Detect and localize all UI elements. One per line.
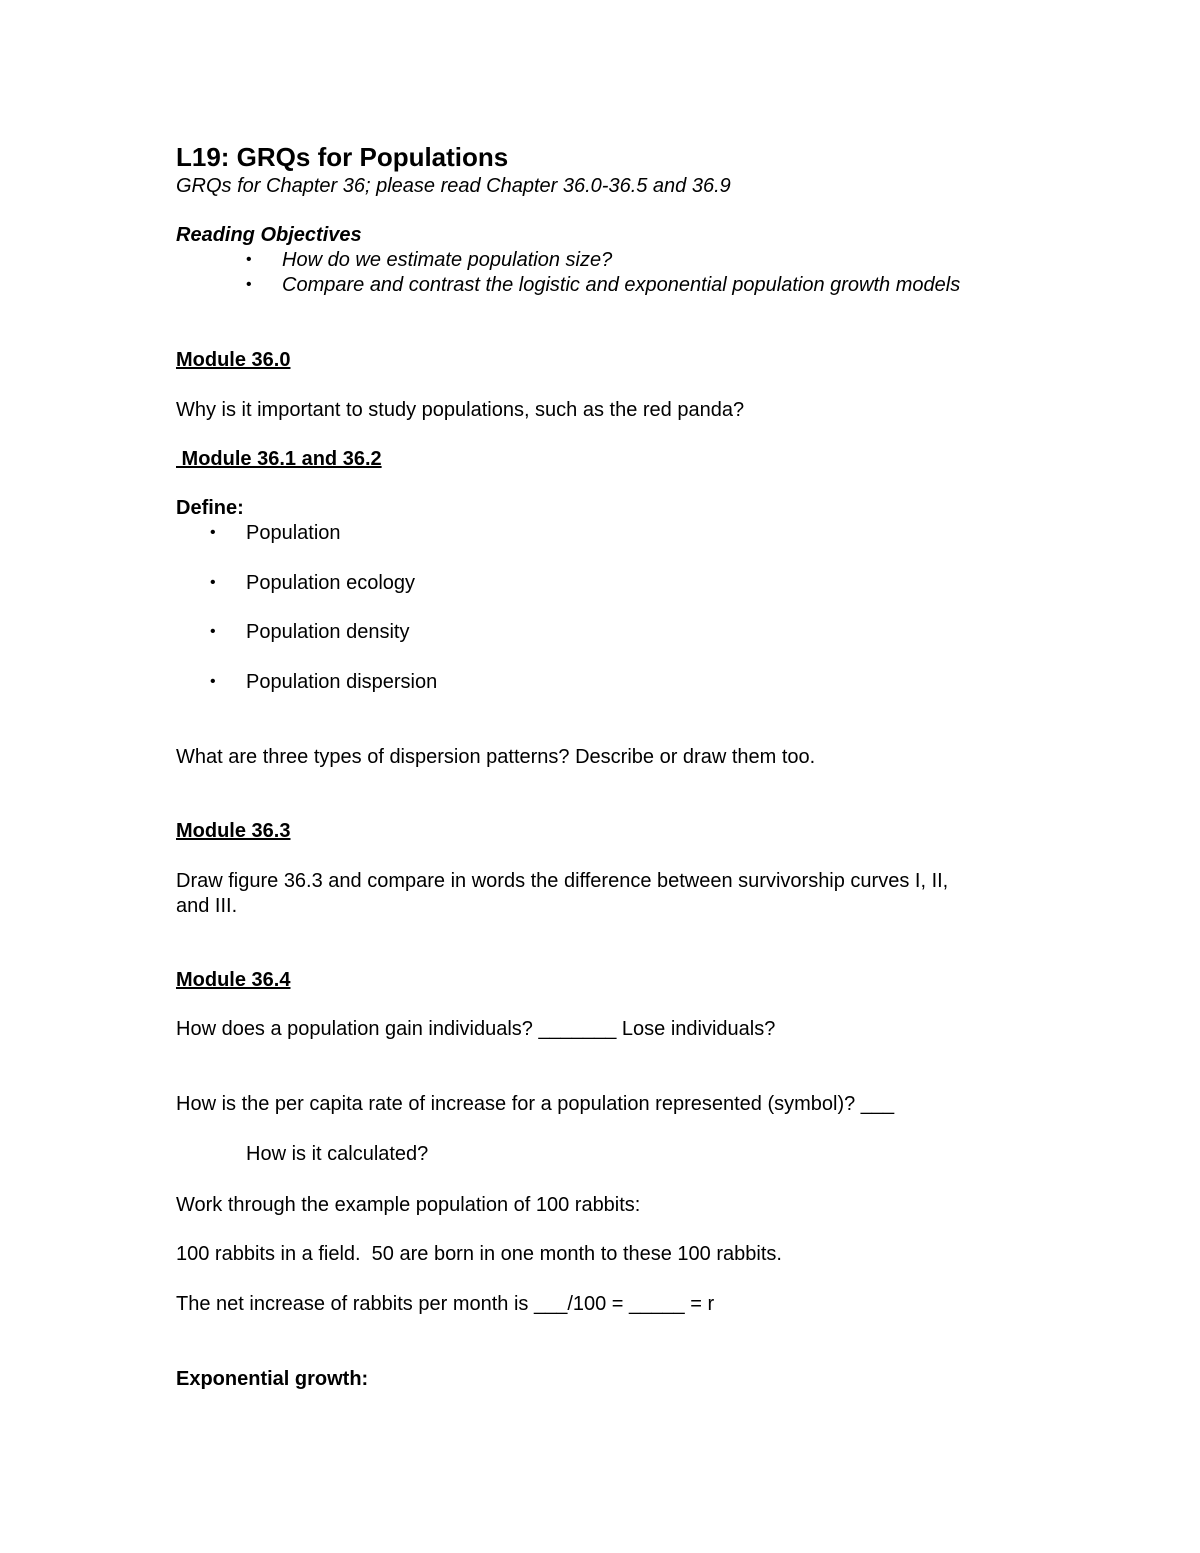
- define-term-text: Population ecology: [246, 572, 416, 594]
- reading-objectives-heading: Reading Objectives: [176, 224, 362, 246]
- module-36-4-heading: Module 36.4: [176, 969, 291, 991]
- bullet-icon: •: [210, 673, 216, 690]
- define-term-text: Population: [246, 522, 341, 544]
- module-36-0-question: Why is it important to study populations, such as the red panda?: [176, 399, 745, 421]
- bullet-icon: •: [210, 623, 216, 640]
- bullet-icon: •: [246, 251, 252, 268]
- define-term-text: Population dispersion: [246, 671, 438, 693]
- calculation-question: How is it calculated?: [246, 1143, 429, 1165]
- survivorship-question-line2: and III.: [176, 895, 238, 917]
- objective-item: [246, 248, 1146, 272]
- objective-item: [246, 273, 1146, 297]
- rabbit-example-data: 100 rabbits in a field. 50 are born in one month to these 100 rabbits.: [176, 1243, 782, 1265]
- define-term-item: [210, 571, 910, 595]
- objective-text: Compare and contrast the logistic and exponential population growth models: [282, 274, 961, 296]
- net-increase-question: The net increase of rabbits per month is ___/100 = _____ = r: [176, 1293, 715, 1315]
- dispersion-question: What are three types of dispersion patterns? Describe or draw them too.: [176, 746, 816, 768]
- define-label: Define:: [176, 497, 244, 519]
- objective-text: How do we estimate population size?: [282, 249, 613, 271]
- bullet-icon: •: [210, 524, 216, 541]
- document-title: L19: GRQs for Populations: [176, 142, 509, 172]
- bullet-icon: •: [246, 276, 252, 293]
- survivorship-question-line1: Draw figure 36.3 and compare in words the difference between survivorship curves I, II,: [176, 870, 949, 892]
- exponential-growth-heading: Exponential growth:: [176, 1368, 369, 1390]
- module-36-3-heading: Module 36.3: [176, 820, 291, 842]
- bullet-icon: •: [210, 574, 216, 591]
- rabbit-example-intro: Work through the example population of 100 rabbits:: [176, 1194, 641, 1216]
- module-36-1-2-heading: Module 36.1 and 36.2: [176, 448, 382, 470]
- define-term-item: [210, 670, 910, 694]
- gain-lose-question: How does a population gain individuals? _______ Lose individuals?: [176, 1018, 776, 1040]
- define-term-item: [210, 620, 910, 644]
- per-capita-question: How is the per capita rate of increase for a population represented (symbol)? ___: [176, 1093, 895, 1115]
- document-subtitle: GRQs for Chapter 36; please read Chapter 36.0-36.5 and 36.9: [176, 175, 731, 197]
- define-term-item: [210, 521, 910, 545]
- define-term-text: Population density: [246, 621, 410, 643]
- module-36-0-heading: Module 36.0: [176, 349, 291, 371]
